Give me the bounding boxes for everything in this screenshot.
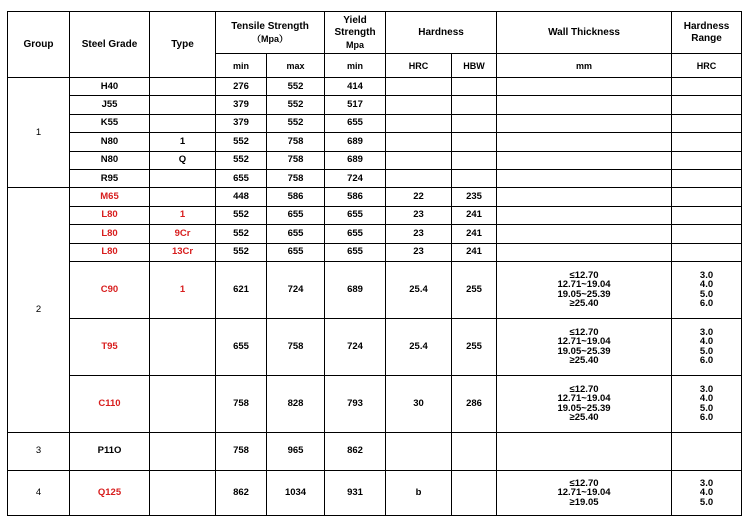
yield-min-cell: 689 [325,261,386,318]
header-type: Type [150,12,216,78]
wall-thickness-cell [497,206,672,224]
type-cell [150,318,216,375]
wall-thickness-cell: ≤12.70 12.71~19.04 19.05~25.39 ≥25.40 [497,375,672,432]
hrc-cell [386,133,452,151]
hbw-cell [452,169,497,187]
steel-grade-table [7,11,742,516]
table-row [8,225,742,243]
type-cell [150,78,216,96]
header-steel-grade: Steel Grade [70,12,150,78]
tensile-strength-unit: （Mpa） [252,33,289,44]
yield-min-cell: 724 [325,318,386,375]
tensile-strength-label: Tensile Strength [231,20,309,32]
table-row [8,432,742,470]
hbw-cell [452,78,497,96]
wall-thickness-cell [497,432,672,470]
type-cell [150,432,216,470]
header-yield-strength [325,12,386,54]
steel-grade-cell: K55 [70,114,150,132]
table-row [8,96,742,114]
steel-grade-cell: N80 [70,151,150,169]
yield-min-cell: 931 [325,470,386,515]
steel-grade-cell: N80 [70,133,150,151]
tensile-min-cell: 379 [216,114,267,132]
subheader-tensile-max: max [267,54,325,78]
group-cell: 3 [8,432,70,470]
header-tensile-strength [216,12,325,54]
header-wall-thickness: Wall Thickness [497,12,672,54]
type-cell [150,188,216,206]
hrc-cell [386,114,452,132]
tensile-min-cell: 621 [216,261,267,318]
steel-grade-cell: H40 [70,78,150,96]
steel-grade-cell: L80 [70,225,150,243]
steel-grade-cell: C110 [70,375,150,432]
hbw-cell [452,470,497,515]
type-cell: 1 [150,206,216,224]
wall-thickness-cell [497,78,672,96]
hbw-cell: 241 [452,225,497,243]
tensile-min-cell: 655 [216,169,267,187]
hbw-cell: 235 [452,188,497,206]
tensile-max-cell: 655 [267,206,325,224]
hardness-range-cell [672,133,742,151]
yield-min-cell: 586 [325,188,386,206]
yield-min-cell: 655 [325,225,386,243]
hrc-cell: 25.4 [386,318,452,375]
steel-grade-cell: L80 [70,243,150,261]
table-row [8,318,742,375]
yield-min-cell: 689 [325,133,386,151]
hbw-cell [452,133,497,151]
group-cell: 1 [8,78,70,188]
tensile-max-cell: 965 [267,432,325,470]
table-body [8,78,742,516]
steel-grade-cell: R95 [70,169,150,187]
hrc-cell: 22 [386,188,452,206]
tensile-min-cell: 276 [216,78,267,96]
hardness-range-cell [672,188,742,206]
header-hardness-range: Hardness Range [672,12,742,54]
subheader-yield-min: min [325,54,386,78]
header-group: Group [8,12,70,78]
hardness-range-cell [672,151,742,169]
hrc-cell: 23 [386,206,452,224]
tensile-max-cell: 655 [267,225,325,243]
tensile-min-cell: 379 [216,96,267,114]
subheader-tensile-min: min [216,54,267,78]
tensile-min-cell: 552 [216,133,267,151]
table-row [8,261,742,318]
header-hardness: Hardness [386,12,497,54]
hbw-cell: 241 [452,243,497,261]
yield-strength-unit: Mpa [346,39,365,50]
hrc-cell: 25.4 [386,261,452,318]
table-row [8,114,742,132]
header-row-1 [8,12,742,54]
yield-min-cell: 655 [325,114,386,132]
wall-thickness-cell [497,188,672,206]
hbw-cell: 241 [452,206,497,224]
steel-grade-cell: T95 [70,318,150,375]
hbw-cell [452,151,497,169]
tensile-min-cell: 862 [216,470,267,515]
type-cell [150,114,216,132]
yield-min-cell: 414 [325,78,386,96]
table-row [8,375,742,432]
yield-min-cell: 862 [325,432,386,470]
tensile-max-cell: 1034 [267,470,325,515]
tensile-min-cell: 552 [216,151,267,169]
steel-grade-cell: Q125 [70,470,150,515]
tensile-max-cell: 828 [267,375,325,432]
steel-grade-cell: C90 [70,261,150,318]
table-row [8,151,742,169]
yield-min-cell: 655 [325,206,386,224]
hrc-cell [386,169,452,187]
hardness-range-cell: 3.0 4.0 5.0 6.0 [672,261,742,318]
tensile-max-cell: 552 [267,96,325,114]
yield-min-cell: 517 [325,96,386,114]
hbw-cell [452,114,497,132]
tensile-max-cell: 655 [267,243,325,261]
hardness-range-cell [672,96,742,114]
yield-strength-label: Yield Strength [334,14,376,38]
hardness-range-cell [672,169,742,187]
hrc-cell [386,78,452,96]
hbw-cell: 255 [452,318,497,375]
yield-min-cell: 724 [325,169,386,187]
hbw-cell [452,432,497,470]
table-row [8,133,742,151]
hrc-cell: 23 [386,225,452,243]
hrc-cell [386,432,452,470]
steel-grade-cell: L80 [70,206,150,224]
yield-min-cell: 689 [325,151,386,169]
table-row [8,188,742,206]
wall-thickness-cell [497,169,672,187]
hardness-range-cell [672,225,742,243]
type-cell [150,470,216,515]
wall-thickness-cell [497,96,672,114]
hardness-range-cell: 3.0 4.0 5.0 6.0 [672,375,742,432]
wall-thickness-cell [497,243,672,261]
steel-grade-cell: M65 [70,188,150,206]
hardness-range-cell [672,243,742,261]
group-cell: 4 [8,470,70,515]
group-cell: 2 [8,188,70,433]
type-cell [150,375,216,432]
table-row [8,470,742,515]
tensile-max-cell: 552 [267,78,325,96]
type-cell: Q [150,151,216,169]
wall-thickness-cell: ≤12.70 12.71~19.04 ≥19.05 [497,470,672,515]
hardness-range-cell: 3.0 4.0 5.0 6.0 [672,318,742,375]
hardness-range-cell [672,114,742,132]
tensile-min-cell: 552 [216,243,267,261]
hbw-cell: 255 [452,261,497,318]
hbw-cell [452,96,497,114]
yield-min-cell: 655 [325,243,386,261]
tensile-max-cell: 724 [267,261,325,318]
table-row [8,206,742,224]
hardness-range-cell [672,78,742,96]
subheader-hbw: HBW [452,54,497,78]
wall-thickness-cell [497,114,672,132]
hardness-range-cell [672,206,742,224]
type-cell: 1 [150,261,216,318]
tensile-min-cell: 448 [216,188,267,206]
steel-grade-cell: J55 [70,96,150,114]
steel-grade-cell: P11O [70,432,150,470]
tensile-max-cell: 586 [267,188,325,206]
tensile-max-cell: 758 [267,169,325,187]
hrc-cell: b [386,470,452,515]
hardness-range-cell [672,432,742,470]
tensile-max-cell: 758 [267,318,325,375]
yield-min-cell: 793 [325,375,386,432]
type-cell [150,169,216,187]
subheader-mm: mm [497,54,672,78]
wall-thickness-cell [497,133,672,151]
tensile-min-cell: 758 [216,432,267,470]
subheader-hrc: HRC [386,54,452,78]
tensile-min-cell: 758 [216,375,267,432]
wall-thickness-cell [497,151,672,169]
type-cell: 9Cr [150,225,216,243]
hrc-cell [386,96,452,114]
subheader-range-hrc: HRC [672,54,742,78]
tensile-min-cell: 552 [216,225,267,243]
tensile-max-cell: 758 [267,151,325,169]
table-row [8,78,742,96]
tensile-max-cell: 552 [267,114,325,132]
tensile-min-cell: 552 [216,206,267,224]
wall-thickness-cell [497,225,672,243]
tensile-max-cell: 758 [267,133,325,151]
hrc-cell: 23 [386,243,452,261]
type-cell [150,96,216,114]
table-row [8,243,742,261]
hardness-range-cell: 3.0 4.0 5.0 [672,470,742,515]
table-row [8,169,742,187]
hrc-cell: 30 [386,375,452,432]
type-cell: 13Cr [150,243,216,261]
tensile-min-cell: 655 [216,318,267,375]
wall-thickness-cell: ≤12.70 12.71~19.04 19.05~25.39 ≥25.40 [497,261,672,318]
type-cell: 1 [150,133,216,151]
hrc-cell [386,151,452,169]
wall-thickness-cell: ≤12.70 12.71~19.04 19.05~25.39 ≥25.40 [497,318,672,375]
hbw-cell: 286 [452,375,497,432]
